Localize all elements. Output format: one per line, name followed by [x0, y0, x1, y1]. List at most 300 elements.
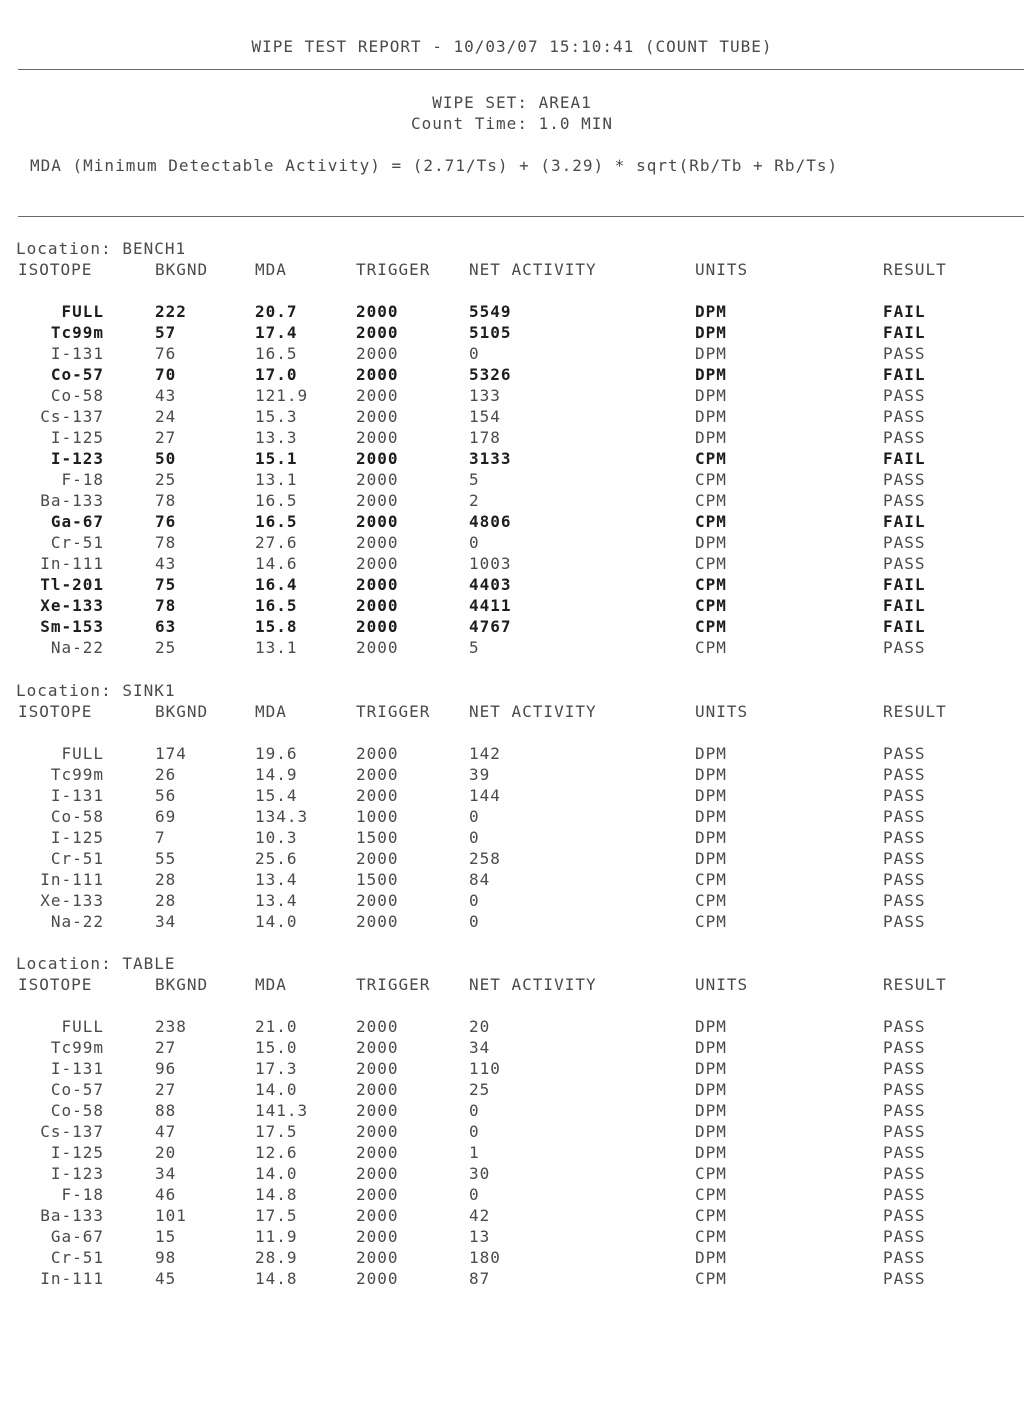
result-cell: FAIL: [883, 449, 926, 468]
bkgnd-cell: 27: [155, 1080, 177, 1099]
net-activity-cell: 5105: [469, 323, 512, 342]
mda-cell: 141.3: [255, 1101, 309, 1120]
bkgnd-cell: 55: [155, 849, 177, 868]
mda-cell: 17.5: [255, 1206, 298, 1225]
table-row: [0, 891, 1024, 912]
result-cell: PASS: [883, 870, 926, 889]
mda-cell: 121.9: [255, 386, 309, 405]
isotope-cell: Co-57: [50, 1080, 104, 1099]
table-row: [0, 638, 1024, 659]
trigger-cell: 2000: [356, 786, 399, 805]
mda-cell: 16.5: [255, 596, 298, 615]
trigger-cell: 2000: [356, 744, 399, 763]
table-row: [0, 1143, 1024, 1164]
bkgnd-cell: 25: [155, 638, 177, 657]
net-activity-cell: 34: [469, 1038, 491, 1057]
result-cell: PASS: [883, 849, 926, 868]
trigger-cell: 2000: [356, 428, 399, 447]
bkgnd-cell: 75: [155, 575, 177, 594]
trigger-cell: 2000: [356, 575, 399, 594]
trigger-cell: 2000: [356, 1248, 399, 1267]
table-row: [0, 575, 1024, 596]
units-cell: CPM: [695, 491, 727, 510]
report-title: WIPE TEST REPORT - 10/03/07 15:10:41 (COUNT TUBE): [251, 37, 773, 56]
location-label: Location: BENCH1: [16, 239, 187, 258]
header-net-activity: NET ACTIVITY: [469, 702, 597, 721]
result-cell: PASS: [883, 786, 926, 805]
results-table: [0, 1017, 1024, 1290]
net-activity-cell: 13: [469, 1227, 491, 1246]
mda-cell: 13.3: [255, 428, 298, 447]
bkgnd-cell: 15: [155, 1227, 177, 1246]
mda-cell: 10.3: [255, 828, 298, 847]
result-cell: PASS: [883, 407, 926, 426]
isotope-cell: I-125: [50, 1143, 104, 1162]
isotope-cell: FULL: [61, 744, 104, 763]
mda-formula: MDA (Minimum Detectable Activity) = (2.71/Ts) + (3.29) * sqrt(Rb/Tb + Rb/Ts): [30, 156, 839, 175]
net-activity-cell: 30: [469, 1164, 491, 1183]
trigger-cell: 2000: [356, 617, 399, 636]
table-row: [0, 1101, 1024, 1122]
mda-cell: 13.4: [255, 891, 298, 910]
isotope-cell: I-131: [50, 786, 104, 805]
isotope-cell: Tc99m: [50, 1038, 104, 1057]
result-cell: PASS: [883, 1185, 926, 1204]
column-header-row: [0, 975, 1024, 996]
trigger-cell: 2000: [356, 1038, 399, 1057]
net-activity-cell: 3133: [469, 449, 512, 468]
result-cell: PASS: [883, 807, 926, 826]
isotope-cell: Tl-201: [40, 575, 104, 594]
result-cell: PASS: [883, 1206, 926, 1225]
isotope-cell: Tc99m: [50, 323, 104, 342]
result-cell: PASS: [883, 1227, 926, 1246]
result-cell: PASS: [883, 1143, 926, 1162]
mda-cell: 11.9: [255, 1227, 298, 1246]
trigger-cell: 1500: [356, 870, 399, 889]
bkgnd-cell: 76: [155, 512, 177, 531]
header-trigger: TRIGGER: [356, 702, 431, 721]
table-row: [0, 1122, 1024, 1143]
units-cell: CPM: [695, 1227, 727, 1246]
isotope-cell: F-18: [61, 1185, 104, 1204]
header-mda: MDA: [255, 702, 287, 721]
net-activity-cell: 4767: [469, 617, 512, 636]
net-activity-cell: 0: [469, 891, 480, 910]
mda-cell: 13.1: [255, 638, 298, 657]
units-cell: DPM: [695, 786, 727, 805]
result-cell: PASS: [883, 428, 926, 447]
units-cell: DPM: [695, 765, 727, 784]
trigger-cell: 2000: [356, 386, 399, 405]
mda-cell: 14.8: [255, 1185, 298, 1204]
result-cell: PASS: [883, 1101, 926, 1120]
trigger-cell: 2000: [356, 638, 399, 657]
table-row: [0, 449, 1024, 470]
table-row: [0, 870, 1024, 891]
result-cell: FAIL: [883, 302, 926, 321]
net-activity-cell: 0: [469, 1101, 480, 1120]
bkgnd-cell: 7: [155, 828, 166, 847]
isotope-cell: Cs-137: [40, 407, 104, 426]
net-activity-cell: 4403: [469, 575, 512, 594]
bkgnd-cell: 238: [155, 1017, 187, 1036]
net-activity-cell: 42: [469, 1206, 491, 1225]
units-cell: DPM: [695, 1248, 727, 1267]
isotope-cell: Co-58: [50, 386, 104, 405]
net-activity-cell: 154: [469, 407, 501, 426]
mda-cell: 17.0: [255, 365, 298, 384]
bkgnd-cell: 43: [155, 554, 177, 573]
header-units: UNITS: [695, 702, 749, 721]
net-activity-cell: 0: [469, 1122, 480, 1141]
isotope-cell: Na-22: [50, 912, 104, 931]
bkgnd-cell: 34: [155, 912, 177, 931]
isotope-cell: Cr-51: [50, 1248, 104, 1267]
isotope-cell: Co-58: [50, 807, 104, 826]
mda-cell: 17.3: [255, 1059, 298, 1078]
trigger-cell: 2000: [356, 1017, 399, 1036]
trigger-cell: 2000: [356, 470, 399, 489]
result-cell: PASS: [883, 828, 926, 847]
units-cell: DPM: [695, 323, 727, 342]
mda-cell: 14.0: [255, 1164, 298, 1183]
net-activity-cell: 0: [469, 533, 480, 552]
result-cell: FAIL: [883, 323, 926, 342]
bkgnd-cell: 27: [155, 1038, 177, 1057]
net-activity-cell: 144: [469, 786, 501, 805]
net-activity-cell: 5: [469, 638, 480, 657]
isotope-cell: I-125: [50, 828, 104, 847]
result-cell: PASS: [883, 638, 926, 657]
mda-cell: 15.0: [255, 1038, 298, 1057]
trigger-cell: 2000: [356, 912, 399, 931]
units-cell: CPM: [695, 575, 727, 594]
units-cell: DPM: [695, 744, 727, 763]
bkgnd-cell: 174: [155, 744, 187, 763]
units-cell: DPM: [695, 1059, 727, 1078]
table-row: [0, 912, 1024, 933]
result-cell: PASS: [883, 1017, 926, 1036]
net-activity-cell: 0: [469, 807, 480, 826]
mda-cell: 16.5: [255, 491, 298, 510]
net-activity-cell: 0: [469, 912, 480, 931]
trigger-cell: 2000: [356, 449, 399, 468]
mda-cell: 134.3: [255, 807, 309, 826]
result-cell: PASS: [883, 765, 926, 784]
units-cell: CPM: [695, 596, 727, 615]
table-row: [0, 533, 1024, 554]
result-cell: FAIL: [883, 365, 926, 384]
units-cell: CPM: [695, 638, 727, 657]
bkgnd-cell: 98: [155, 1248, 177, 1267]
result-cell: FAIL: [883, 512, 926, 531]
header-result: RESULT: [883, 975, 947, 994]
trigger-cell: 1500: [356, 828, 399, 847]
header-net-activity: NET ACTIVITY: [469, 975, 597, 994]
results-table: [0, 744, 1024, 933]
trigger-cell: 2000: [356, 302, 399, 321]
mda-cell: 14.0: [255, 1080, 298, 1099]
net-activity-cell: 84: [469, 870, 491, 889]
trigger-cell: 2000: [356, 765, 399, 784]
table-row: [0, 1248, 1024, 1269]
mda-cell: 19.6: [255, 744, 298, 763]
bkgnd-cell: 69: [155, 807, 177, 826]
result-cell: FAIL: [883, 596, 926, 615]
table-row: [0, 512, 1024, 533]
bkgnd-cell: 96: [155, 1059, 177, 1078]
top-divider: [18, 69, 1024, 70]
result-cell: PASS: [883, 1059, 926, 1078]
mda-cell: 12.6: [255, 1143, 298, 1162]
mda-cell: 17.5: [255, 1122, 298, 1141]
mda-cell: 13.4: [255, 870, 298, 889]
bkgnd-cell: 28: [155, 870, 177, 889]
isotope-cell: I-131: [50, 344, 104, 363]
isotope-cell: Xe-133: [40, 891, 104, 910]
units-cell: DPM: [695, 386, 727, 405]
net-activity-cell: 1003: [469, 554, 512, 573]
trigger-cell: 2000: [356, 1206, 399, 1225]
units-cell: CPM: [695, 870, 727, 889]
isotope-cell: I-125: [50, 428, 104, 447]
table-row: [0, 596, 1024, 617]
trigger-cell: 2000: [356, 533, 399, 552]
mda-cell: 20.7: [255, 302, 298, 321]
table-row: [0, 1206, 1024, 1227]
header-divider: [18, 216, 1024, 217]
bkgnd-cell: 63: [155, 617, 177, 636]
net-activity-cell: 5326: [469, 365, 512, 384]
isotope-cell: Ba-133: [40, 1206, 104, 1225]
table-row: [0, 617, 1024, 638]
isotope-cell: Tc99m: [50, 765, 104, 784]
table-row: [0, 1227, 1024, 1248]
isotope-cell: Ga-67: [50, 1227, 104, 1246]
header-mda: MDA: [255, 975, 287, 994]
table-row: [0, 1038, 1024, 1059]
result-cell: PASS: [883, 1122, 926, 1141]
isotope-cell: Xe-133: [40, 596, 104, 615]
table-row: [0, 1080, 1024, 1101]
header-isotope: ISOTOPE: [18, 975, 93, 994]
bkgnd-cell: 78: [155, 596, 177, 615]
result-cell: FAIL: [883, 575, 926, 594]
mda-cell: 15.4: [255, 786, 298, 805]
isotope-cell: In-111: [40, 1269, 104, 1288]
mda-cell: 28.9: [255, 1248, 298, 1267]
result-cell: FAIL: [883, 617, 926, 636]
net-activity-cell: 25: [469, 1080, 491, 1099]
result-cell: PASS: [883, 1038, 926, 1057]
mda-cell: 14.0: [255, 912, 298, 931]
table-row: [0, 765, 1024, 786]
mda-cell: 15.8: [255, 617, 298, 636]
result-cell: PASS: [883, 891, 926, 910]
table-row: [0, 1017, 1024, 1038]
isotope-cell: I-123: [50, 449, 104, 468]
trigger-cell: 2000: [356, 891, 399, 910]
result-cell: PASS: [883, 386, 926, 405]
units-cell: CPM: [695, 449, 727, 468]
location-label: Location: SINK1: [16, 681, 176, 700]
table-row: [0, 323, 1024, 344]
header-units: UNITS: [695, 975, 749, 994]
table-row: [0, 807, 1024, 828]
mda-cell: 16.5: [255, 344, 298, 363]
header-result: RESULT: [883, 702, 947, 721]
column-header-row: [0, 702, 1024, 723]
header-result: RESULT: [883, 260, 947, 279]
units-cell: DPM: [695, 1143, 727, 1162]
net-activity-cell: 0: [469, 828, 480, 847]
bkgnd-cell: 24: [155, 407, 177, 426]
table-row: [0, 786, 1024, 807]
trigger-cell: 2000: [356, 512, 399, 531]
column-header-row: [0, 260, 1024, 281]
net-activity-cell: 4411: [469, 596, 512, 615]
units-cell: CPM: [695, 912, 727, 931]
bkgnd-cell: 78: [155, 491, 177, 510]
units-cell: CPM: [695, 891, 727, 910]
net-activity-cell: 2: [469, 491, 480, 510]
units-cell: CPM: [695, 1185, 727, 1204]
units-cell: DPM: [695, 1101, 727, 1120]
units-cell: DPM: [695, 828, 727, 847]
net-activity-cell: 180: [469, 1248, 501, 1267]
location-label: Location: TABLE: [16, 954, 176, 973]
units-cell: DPM: [695, 344, 727, 363]
net-activity-cell: 5: [469, 470, 480, 489]
isotope-cell: In-111: [40, 554, 104, 573]
units-cell: CPM: [695, 470, 727, 489]
net-activity-cell: 39: [469, 765, 491, 784]
bkgnd-cell: 78: [155, 533, 177, 552]
mda-cell: 25.6: [255, 849, 298, 868]
isotope-cell: In-111: [40, 870, 104, 889]
units-cell: DPM: [695, 849, 727, 868]
trigger-cell: 2000: [356, 491, 399, 510]
table-row: [0, 365, 1024, 386]
table-row: [0, 344, 1024, 365]
table-row: [0, 849, 1024, 870]
isotope-cell: FULL: [61, 1017, 104, 1036]
result-cell: PASS: [883, 554, 926, 573]
bkgnd-cell: 50: [155, 449, 177, 468]
units-cell: CPM: [695, 617, 727, 636]
table-row: [0, 1269, 1024, 1290]
mda-cell: 16.4: [255, 575, 298, 594]
trigger-cell: 2000: [356, 344, 399, 363]
bkgnd-cell: 46: [155, 1185, 177, 1204]
mda-cell: 14.8: [255, 1269, 298, 1288]
units-cell: DPM: [695, 533, 727, 552]
table-row: [0, 428, 1024, 449]
bkgnd-cell: 222: [155, 302, 187, 321]
trigger-cell: 2000: [356, 1059, 399, 1078]
bkgnd-cell: 88: [155, 1101, 177, 1120]
trigger-cell: 2000: [356, 1080, 399, 1099]
isotope-cell: Cs-137: [40, 1122, 104, 1141]
isotope-cell: Cr-51: [50, 849, 104, 868]
table-row: [0, 386, 1024, 407]
trigger-cell: 2000: [356, 1101, 399, 1120]
units-cell: CPM: [695, 1269, 727, 1288]
isotope-cell: Cr-51: [50, 533, 104, 552]
table-row: [0, 1164, 1024, 1185]
result-cell: PASS: [883, 1164, 926, 1183]
net-activity-cell: 0: [469, 344, 480, 363]
net-activity-cell: 0: [469, 1185, 480, 1204]
units-cell: DPM: [695, 1080, 727, 1099]
bkgnd-cell: 25: [155, 470, 177, 489]
header-isotope: ISOTOPE: [18, 260, 93, 279]
trigger-cell: 2000: [356, 407, 399, 426]
net-activity-cell: 87: [469, 1269, 491, 1288]
isotope-cell: Co-57: [50, 365, 104, 384]
isotope-cell: Ga-67: [50, 512, 104, 531]
isotope-cell: FULL: [61, 302, 104, 321]
units-cell: DPM: [695, 428, 727, 447]
units-cell: DPM: [695, 807, 727, 826]
bkgnd-cell: 26: [155, 765, 177, 784]
net-activity-cell: 1: [469, 1143, 480, 1162]
units-cell: CPM: [695, 1164, 727, 1183]
bkgnd-cell: 47: [155, 1122, 177, 1141]
header-net-activity: NET ACTIVITY: [469, 260, 597, 279]
mda-cell: 27.6: [255, 533, 298, 552]
units-cell: CPM: [695, 512, 727, 531]
net-activity-cell: 142: [469, 744, 501, 763]
result-cell: PASS: [883, 744, 926, 763]
mda-cell: 21.0: [255, 1017, 298, 1036]
mda-cell: 14.6: [255, 554, 298, 573]
results-table: [0, 302, 1024, 659]
header-units: UNITS: [695, 260, 749, 279]
result-cell: PASS: [883, 912, 926, 931]
isotope-cell: Ba-133: [40, 491, 104, 510]
header-trigger: TRIGGER: [356, 975, 431, 994]
mda-cell: 13.1: [255, 470, 298, 489]
header-bkgnd: BKGND: [155, 260, 209, 279]
net-activity-cell: 20: [469, 1017, 491, 1036]
bkgnd-cell: 70: [155, 365, 177, 384]
trigger-cell: 2000: [356, 1227, 399, 1246]
trigger-cell: 2000: [356, 1143, 399, 1162]
isotope-cell: Sm-153: [40, 617, 104, 636]
table-row: [0, 407, 1024, 428]
trigger-cell: 2000: [356, 365, 399, 384]
trigger-cell: 2000: [356, 1185, 399, 1204]
isotope-cell: Na-22: [50, 638, 104, 657]
result-cell: PASS: [883, 470, 926, 489]
table-row: [0, 470, 1024, 491]
trigger-cell: 2000: [356, 554, 399, 573]
net-activity-cell: 178: [469, 428, 501, 447]
result-cell: PASS: [883, 1248, 926, 1267]
result-cell: PASS: [883, 1080, 926, 1099]
units-cell: DPM: [695, 1122, 727, 1141]
result-cell: PASS: [883, 1269, 926, 1288]
mda-cell: 17.4: [255, 323, 298, 342]
table-row: [0, 1059, 1024, 1080]
isotope-cell: I-123: [50, 1164, 104, 1183]
units-cell: CPM: [695, 554, 727, 573]
mda-cell: 15.1: [255, 449, 298, 468]
bkgnd-cell: 28: [155, 891, 177, 910]
table-row: [0, 554, 1024, 575]
